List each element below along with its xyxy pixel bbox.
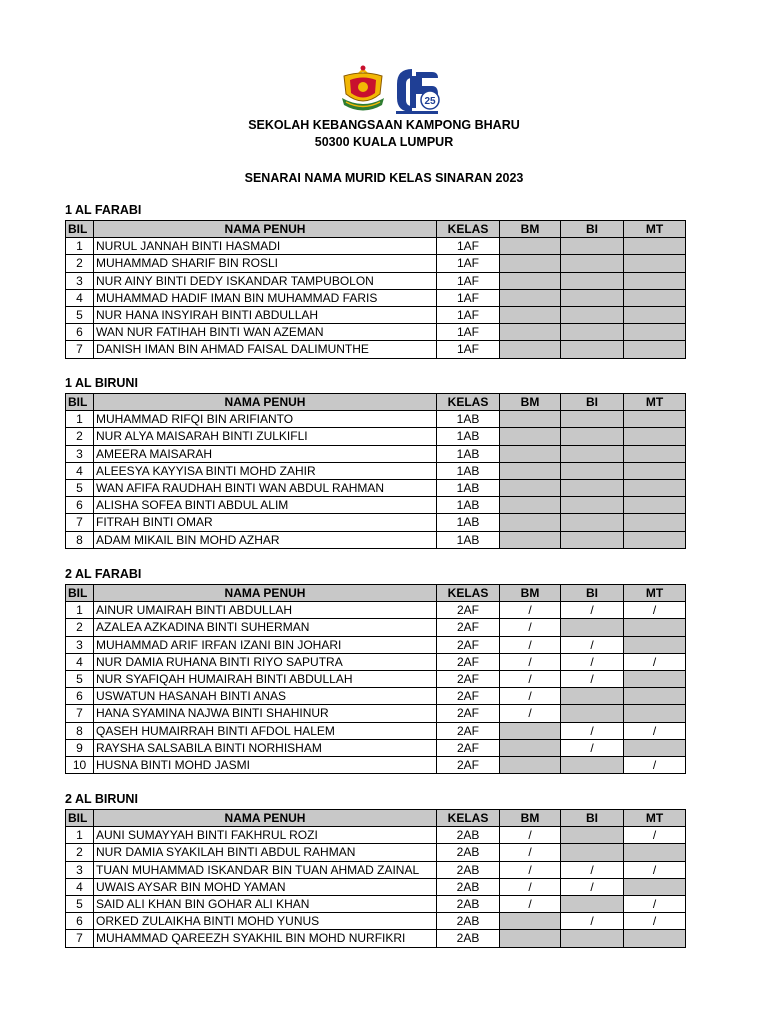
cell-bil: 7 bbox=[66, 514, 94, 531]
cell-name: UWAIS AYSAR BIN MOHD YAMAN bbox=[94, 878, 437, 895]
cell-bi bbox=[561, 306, 624, 323]
cell-kelas: 1AF bbox=[437, 341, 500, 358]
cell-mt bbox=[624, 462, 686, 479]
cell-bi bbox=[561, 255, 624, 272]
cell-mt: / bbox=[624, 653, 686, 670]
cell-kelas: 2AF bbox=[437, 619, 500, 636]
header-bm: BM bbox=[500, 585, 561, 602]
cell-kelas: 1AB bbox=[437, 411, 500, 428]
cell-bm: / bbox=[500, 844, 561, 861]
cell-bm: / bbox=[500, 619, 561, 636]
cell-bm bbox=[500, 479, 561, 496]
cell-bi bbox=[561, 289, 624, 306]
cell-name: NUR DAMIA RUHANA BINTI RIYO SAPUTRA bbox=[94, 653, 437, 670]
header-bi: BI bbox=[561, 221, 624, 238]
cell-bm bbox=[500, 514, 561, 531]
table-header-row bbox=[66, 585, 686, 602]
cell-bil: 5 bbox=[66, 306, 94, 323]
cell-bi bbox=[561, 324, 624, 341]
cell-name: WAN AFIFA RAUDHAH BINTI WAN ABDUL RAHMAN bbox=[94, 479, 437, 496]
table-row bbox=[66, 653, 686, 670]
cell-name: MUHAMMAD RIFQI BIN ARIFIANTO bbox=[94, 411, 437, 428]
cell-name: AUNI SUMAYYAH BINTI FAKHRUL ROZI bbox=[94, 827, 437, 844]
section-title: 1 AL FARABI bbox=[65, 203, 142, 217]
cell-bi: / bbox=[561, 670, 624, 687]
cell-bi: / bbox=[561, 861, 624, 878]
cell-name: HANA SYAMINA NAJWA BINTI SHAHINUR bbox=[94, 705, 437, 722]
cell-bm bbox=[500, 445, 561, 462]
cell-kelas: 2AB bbox=[437, 827, 500, 844]
table-row bbox=[66, 324, 686, 341]
cell-bi: / bbox=[561, 636, 624, 653]
cell-mt bbox=[624, 619, 686, 636]
table-row bbox=[66, 722, 686, 739]
table-row bbox=[66, 878, 686, 895]
header-bi: BI bbox=[561, 810, 624, 827]
cell-bi bbox=[561, 479, 624, 496]
cell-kelas: 2AF bbox=[437, 636, 500, 653]
cell-bm: / bbox=[500, 827, 561, 844]
cell-bm bbox=[500, 411, 561, 428]
cell-bil: 9 bbox=[66, 739, 94, 756]
class-section bbox=[65, 202, 687, 359]
table-row bbox=[66, 636, 686, 653]
cell-bm bbox=[500, 497, 561, 514]
cell-bil: 1 bbox=[66, 238, 94, 255]
cell-mt bbox=[624, 531, 686, 548]
cell-kelas: 1AB bbox=[437, 428, 500, 445]
cell-kelas: 1AF bbox=[437, 306, 500, 323]
cell-bil: 1 bbox=[66, 411, 94, 428]
table-row bbox=[66, 462, 686, 479]
cell-bm bbox=[500, 756, 561, 773]
cell-name: AINUR UMAIRAH BINTI ABDULLAH bbox=[94, 602, 437, 619]
cell-bm: / bbox=[500, 878, 561, 895]
cell-mt bbox=[624, 514, 686, 531]
student-table bbox=[65, 809, 686, 948]
cell-mt bbox=[624, 688, 686, 705]
cell-kelas: 2AF bbox=[437, 688, 500, 705]
table-header-row bbox=[66, 810, 686, 827]
cell-kelas: 1AB bbox=[437, 445, 500, 462]
table-row bbox=[66, 913, 686, 930]
cell-bi bbox=[561, 756, 624, 773]
cell-kelas: 1AB bbox=[437, 531, 500, 548]
cell-bi bbox=[561, 705, 624, 722]
cell-bm bbox=[500, 913, 561, 930]
cell-bm bbox=[500, 722, 561, 739]
cell-kelas: 1AF bbox=[437, 255, 500, 272]
header-bm: BM bbox=[500, 810, 561, 827]
cell-mt bbox=[624, 878, 686, 895]
table-row bbox=[66, 756, 686, 773]
header-nama-penuh: NAMA PENUH bbox=[94, 810, 437, 827]
table-row bbox=[66, 238, 686, 255]
cell-mt bbox=[624, 238, 686, 255]
table-row bbox=[66, 255, 686, 272]
cell-mt bbox=[624, 255, 686, 272]
table-row bbox=[66, 739, 686, 756]
cell-kelas: 2AB bbox=[437, 913, 500, 930]
class-section bbox=[65, 791, 687, 948]
table-row bbox=[66, 479, 686, 496]
cell-bm: / bbox=[500, 895, 561, 912]
cell-bil: 7 bbox=[66, 930, 94, 947]
cell-bi bbox=[561, 514, 624, 531]
cell-name: NUR AINY BINTI DEDY ISKANDAR TAMPUBOLON bbox=[94, 272, 437, 289]
logo-bar bbox=[0, 64, 768, 116]
cell-mt bbox=[624, 445, 686, 462]
cell-mt: / bbox=[624, 722, 686, 739]
student-table bbox=[65, 220, 686, 359]
cell-bi bbox=[561, 844, 624, 861]
cell-kelas: 2AB bbox=[437, 878, 500, 895]
cell-bm bbox=[500, 238, 561, 255]
cell-name: NUR ALYA MAISARAH BINTI ZULKIFLI bbox=[94, 428, 437, 445]
cell-kelas: 1AF bbox=[437, 324, 500, 341]
class-section bbox=[65, 566, 687, 774]
cell-bi bbox=[561, 445, 624, 462]
section-title: 2 AL BIRUNI bbox=[65, 792, 138, 806]
cell-bi bbox=[561, 531, 624, 548]
cell-name: ALEESYA KAYYISA BINTI MOHD ZAHIR bbox=[94, 462, 437, 479]
cell-kelas: 2AF bbox=[437, 739, 500, 756]
cell-name: USWATUN HASANAH BINTI ANAS bbox=[94, 688, 437, 705]
cell-mt bbox=[624, 670, 686, 687]
cell-kelas: 1AB bbox=[437, 514, 500, 531]
cell-bil: 3 bbox=[66, 636, 94, 653]
table-header-row bbox=[66, 394, 686, 411]
cell-bm bbox=[500, 272, 561, 289]
cell-mt bbox=[624, 739, 686, 756]
section-title: 2 AL FARABI bbox=[65, 567, 142, 581]
cell-bi: / bbox=[561, 913, 624, 930]
cell-name: QASEH HUMAIRRAH BINTI AFDOL HALEM bbox=[94, 722, 437, 739]
cell-bm bbox=[500, 930, 561, 947]
cell-bi: / bbox=[561, 602, 624, 619]
table-row bbox=[66, 827, 686, 844]
table-row bbox=[66, 497, 686, 514]
cell-bm bbox=[500, 341, 561, 358]
cell-kelas: 1AB bbox=[437, 497, 500, 514]
cell-bm bbox=[500, 739, 561, 756]
school-crest-logo bbox=[338, 64, 388, 116]
table-row bbox=[66, 930, 686, 947]
cell-bi: / bbox=[561, 653, 624, 670]
cell-mt bbox=[624, 306, 686, 323]
cell-bi bbox=[561, 895, 624, 912]
seal-number: 25 bbox=[424, 96, 436, 107]
header-kelas: KELAS bbox=[437, 394, 500, 411]
cell-bil: 5 bbox=[66, 895, 94, 912]
cell-mt bbox=[624, 341, 686, 358]
cell-bil: 7 bbox=[66, 341, 94, 358]
cell-bm bbox=[500, 531, 561, 548]
cell-bil: 6 bbox=[66, 913, 94, 930]
cell-bm bbox=[500, 255, 561, 272]
table-row bbox=[66, 289, 686, 306]
cell-bil: 6 bbox=[66, 688, 94, 705]
cell-name: MUHAMMAD HADIF IMAN BIN MUHAMMAD FARIS bbox=[94, 289, 437, 306]
cell-kelas: 2AF bbox=[437, 602, 500, 619]
header-mt: MT bbox=[624, 221, 686, 238]
student-table bbox=[65, 393, 686, 549]
header-bil: BIL bbox=[66, 585, 94, 602]
cell-mt bbox=[624, 497, 686, 514]
cell-name: ORKED ZULAIKHA BINTI MOHD YUNUS bbox=[94, 913, 437, 930]
cell-kelas: 2AF bbox=[437, 722, 500, 739]
header-bi: BI bbox=[561, 585, 624, 602]
table-row bbox=[66, 844, 686, 861]
cell-name: ALISHA SOFEA BINTI ABDUL ALIM bbox=[94, 497, 437, 514]
header-nama-penuh: NAMA PENUH bbox=[94, 394, 437, 411]
cell-kelas: 1AB bbox=[437, 479, 500, 496]
student-table bbox=[65, 584, 686, 774]
cell-name: MUHAMMAD SHARIF BIN ROSLI bbox=[94, 255, 437, 272]
header-nama-penuh: NAMA PENUH bbox=[94, 221, 437, 238]
cell-bil: 3 bbox=[66, 445, 94, 462]
cell-bil: 8 bbox=[66, 531, 94, 548]
cell-mt bbox=[624, 428, 686, 445]
table-row bbox=[66, 306, 686, 323]
cell-bi bbox=[561, 497, 624, 514]
cell-kelas: 2AF bbox=[437, 653, 500, 670]
cell-name: NUR SYAFIQAH HUMAIRAH BINTI ABDULLAH bbox=[94, 670, 437, 687]
table-row bbox=[66, 705, 686, 722]
cell-bi bbox=[561, 411, 624, 428]
cell-kelas: 2AB bbox=[437, 844, 500, 861]
cell-mt bbox=[624, 289, 686, 306]
header-bil: BIL bbox=[66, 810, 94, 827]
cell-name: MUHAMMAD QAREEZH SYAKHIL BIN MOHD NURFIKRI bbox=[94, 930, 437, 947]
school-address: 50300 KUALA LUMPUR bbox=[314, 135, 454, 149]
cell-bm: / bbox=[500, 688, 561, 705]
header-bil: BIL bbox=[66, 221, 94, 238]
cell-name: NUR HANA INSYIRAH BINTI ABDULLAH bbox=[94, 306, 437, 323]
header-bi: BI bbox=[561, 394, 624, 411]
cell-bi bbox=[561, 462, 624, 479]
table-row bbox=[66, 895, 686, 912]
cell-bi bbox=[561, 688, 624, 705]
cell-mt bbox=[624, 930, 686, 947]
class-section bbox=[65, 375, 687, 549]
cell-mt bbox=[624, 636, 686, 653]
cell-bil: 2 bbox=[66, 619, 94, 636]
cell-kelas: 1AB bbox=[437, 462, 500, 479]
table-row bbox=[66, 272, 686, 289]
cell-bil: 4 bbox=[66, 653, 94, 670]
cell-name: TUAN MUHAMMAD ISKANDAR BIN TUAN AHMAD ZAINAL bbox=[94, 861, 437, 878]
cell-bi bbox=[561, 930, 624, 947]
cell-bi: / bbox=[561, 722, 624, 739]
cell-kelas: 2AB bbox=[437, 861, 500, 878]
school-name: SEKOLAH KEBANGSAAN KAMPONG BHARU bbox=[248, 118, 520, 132]
cell-bil: 2 bbox=[66, 428, 94, 445]
cell-name: MUHAMMAD ARIF IRFAN IZANI BIN JOHARI bbox=[94, 636, 437, 653]
cell-bil: 5 bbox=[66, 670, 94, 687]
cell-bil: 6 bbox=[66, 497, 94, 514]
cell-kelas: 1AF bbox=[437, 289, 500, 306]
cell-name: FITRAH BINTI OMAR bbox=[94, 514, 437, 531]
cell-kelas: 2AB bbox=[437, 895, 500, 912]
cell-name: SAID ALI KHAN BIN GOHAR ALI KHAN bbox=[94, 895, 437, 912]
cell-bil: 4 bbox=[66, 289, 94, 306]
cell-mt bbox=[624, 272, 686, 289]
cell-bil: 2 bbox=[66, 844, 94, 861]
cell-name: RAYSHA SALSABILA BINTI NORHISHAM bbox=[94, 739, 437, 756]
cell-bm bbox=[500, 306, 561, 323]
header-mt: MT bbox=[624, 585, 686, 602]
cell-bm: / bbox=[500, 670, 561, 687]
table-row bbox=[66, 861, 686, 878]
cell-bm: / bbox=[500, 653, 561, 670]
cell-bi bbox=[561, 619, 624, 636]
cell-kelas: 1AF bbox=[437, 272, 500, 289]
cell-mt: / bbox=[624, 827, 686, 844]
table-row bbox=[66, 688, 686, 705]
cell-name: NURUL JANNAH BINTI HASMADI bbox=[94, 238, 437, 255]
cell-bil: 1 bbox=[66, 827, 94, 844]
cell-mt: / bbox=[624, 861, 686, 878]
cell-bm: / bbox=[500, 861, 561, 878]
cell-bi bbox=[561, 827, 624, 844]
table-row bbox=[66, 619, 686, 636]
cell-bi: / bbox=[561, 878, 624, 895]
cell-kelas: 2AF bbox=[437, 670, 500, 687]
cell-kelas: 2AF bbox=[437, 756, 500, 773]
cell-mt: / bbox=[624, 913, 686, 930]
cell-bi bbox=[561, 238, 624, 255]
cell-mt bbox=[624, 844, 686, 861]
cell-name: AMEERA MAISARAH bbox=[94, 445, 437, 462]
cell-bil: 7 bbox=[66, 705, 94, 722]
header-mt: MT bbox=[624, 394, 686, 411]
cell-name: ADAM MIKAIL BIN MOHD AZHAR bbox=[94, 531, 437, 548]
cell-name: WAN NUR FATIHAH BINTI WAN AZEMAN bbox=[94, 324, 437, 341]
cell-bil: 3 bbox=[66, 272, 94, 289]
cell-bil: 4 bbox=[66, 462, 94, 479]
cell-bm: / bbox=[500, 636, 561, 653]
cell-bil: 10 bbox=[66, 756, 94, 773]
table-row bbox=[66, 602, 686, 619]
cell-mt bbox=[624, 324, 686, 341]
header-kelas: KELAS bbox=[437, 585, 500, 602]
cell-name: AZALEA AZKADINA BINTI SUHERMAN bbox=[94, 619, 437, 636]
table-header-row bbox=[66, 221, 686, 238]
header-kelas: KELAS bbox=[437, 810, 500, 827]
cell-bil: 3 bbox=[66, 861, 94, 878]
cell-bil: 1 bbox=[66, 602, 94, 619]
cell-mt bbox=[624, 479, 686, 496]
cell-name: NUR DAMIA SYAKILAH BINTI ABDUL RAHMAN bbox=[94, 844, 437, 861]
header-kelas: KELAS bbox=[437, 221, 500, 238]
table-row bbox=[66, 411, 686, 428]
cell-name: HUSNA BINTI MOHD JASMI bbox=[94, 756, 437, 773]
table-row bbox=[66, 341, 686, 358]
cell-bm: / bbox=[500, 602, 561, 619]
table-row bbox=[66, 445, 686, 462]
cell-bil: 2 bbox=[66, 255, 94, 272]
cell-bm: / bbox=[500, 705, 561, 722]
table-row bbox=[66, 670, 686, 687]
cell-bil: 8 bbox=[66, 722, 94, 739]
cell-mt: / bbox=[624, 756, 686, 773]
cell-bil: 5 bbox=[66, 479, 94, 496]
list-title: SENARAI NAMA MURID KELAS SINARAN 2023 bbox=[244, 171, 524, 185]
cell-kelas: 2AB bbox=[437, 930, 500, 947]
cell-bm bbox=[500, 324, 561, 341]
header-bm: BM bbox=[500, 394, 561, 411]
cell-bm bbox=[500, 428, 561, 445]
cell-bi bbox=[561, 428, 624, 445]
cell-mt bbox=[624, 411, 686, 428]
header-bil: BIL bbox=[66, 394, 94, 411]
cell-bil: 4 bbox=[66, 878, 94, 895]
cell-mt: / bbox=[624, 895, 686, 912]
cell-bi bbox=[561, 272, 624, 289]
cell-mt: / bbox=[624, 602, 686, 619]
cell-name: DANISH IMAN BIN AHMAD FAISAL DALIMUNTHE bbox=[94, 341, 437, 358]
cell-bi bbox=[561, 341, 624, 358]
table-row bbox=[66, 514, 686, 531]
cell-bm bbox=[500, 462, 561, 479]
section-title: 1 AL BIRUNI bbox=[65, 376, 138, 390]
cell-kelas: 2AF bbox=[437, 705, 500, 722]
cell-kelas: 1AF bbox=[437, 238, 500, 255]
cell-bil: 6 bbox=[66, 324, 94, 341]
header-bm: BM bbox=[500, 221, 561, 238]
cell-bm bbox=[500, 289, 561, 306]
cell-bi: / bbox=[561, 739, 624, 756]
table-row bbox=[66, 428, 686, 445]
cell-mt bbox=[624, 705, 686, 722]
table-row bbox=[66, 531, 686, 548]
header-nama-penuh: NAMA PENUH bbox=[94, 585, 437, 602]
header-mt: MT bbox=[624, 810, 686, 827]
anniversary-seal-logo bbox=[392, 64, 442, 116]
